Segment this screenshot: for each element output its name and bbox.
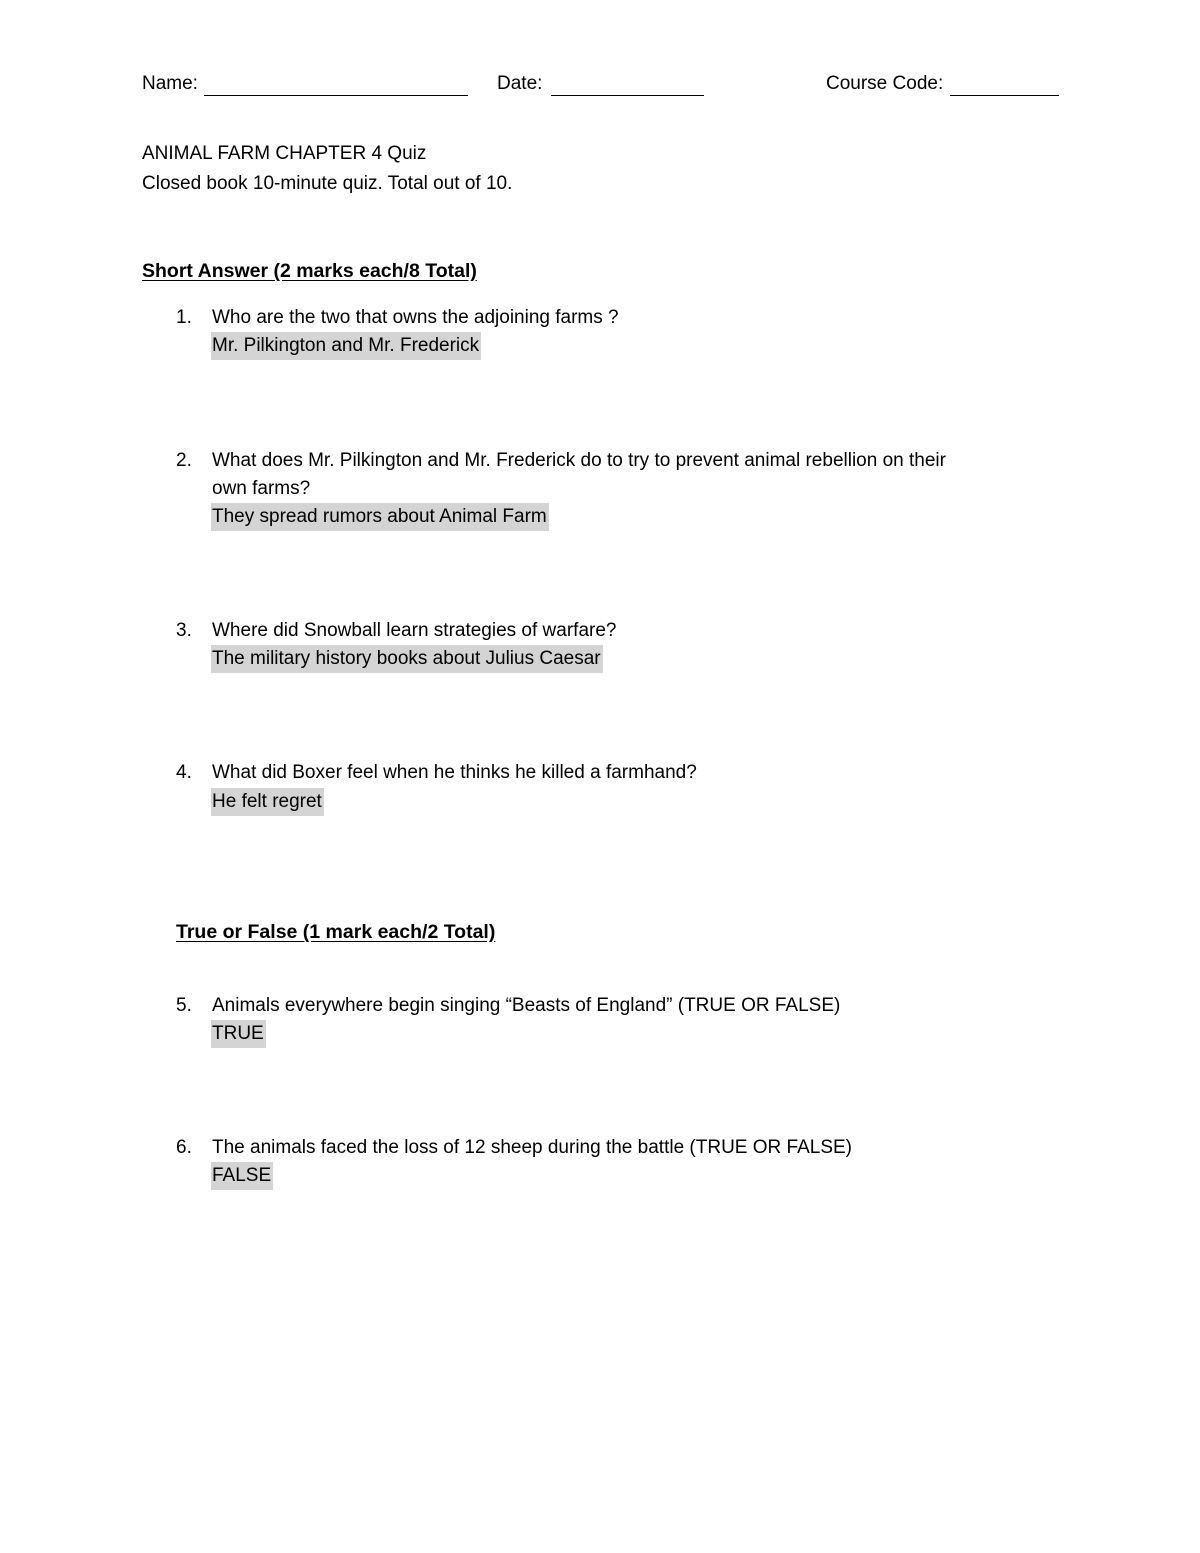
question-number: 3. — [176, 620, 192, 641]
date-field[interactable] — [497, 70, 704, 96]
course-code-label: Course Code: — [826, 73, 944, 94]
question-number: 1. — [176, 307, 192, 328]
question-text: The animals faced the loss of 12 sheep during the battle (TRUE OR FALSE) — [212, 1137, 852, 1158]
course-code-field[interactable] — [826, 70, 1059, 96]
name-label: Name: — [142, 73, 198, 94]
question-text: Animals everywhere begin singing “Beasts of England” (TRUE OR FALSE) — [212, 995, 841, 1016]
date-input-line[interactable] — [551, 95, 704, 96]
question-text: What did Boxer feel when he thinks he killed a farmhand? — [212, 762, 697, 783]
quiz-instructions: Closed book 10-minute quiz. Total out of 10. — [142, 173, 513, 194]
short-answer-heading: Short Answer (2 marks each/8 Total) — [142, 260, 477, 282]
name-input-line[interactable] — [204, 95, 468, 96]
answer-text: TRUE — [211, 1020, 266, 1048]
true-false-heading: True or False (1 mark each/2 Total) — [176, 921, 496, 943]
question-text: Where did Snowball learn strategies of warfare? — [212, 620, 617, 641]
question-number: 6. — [176, 1137, 192, 1158]
question-number: 4. — [176, 762, 192, 783]
question-number: 5. — [176, 995, 192, 1016]
question-text-line-1: What does Mr. Pilkington and Mr. Frederick do to try to prevent animal rebellion on their — [212, 450, 946, 471]
answer-text: They spread rumors about Animal Farm — [211, 503, 549, 531]
course-code-input-line[interactable] — [950, 95, 1059, 96]
answer-text: Mr. Pilkington and Mr. Frederick — [211, 332, 481, 360]
question-text-line-2: own farms? — [212, 478, 311, 499]
question-number: 2. — [176, 450, 192, 471]
name-field[interactable] — [142, 70, 468, 96]
date-label: Date: — [497, 73, 543, 94]
answer-text: FALSE — [211, 1162, 273, 1190]
answer-text: The military history books about Julius Caesar — [211, 645, 603, 673]
answer-text: He felt regret — [211, 788, 324, 816]
quiz-title: ANIMAL FARM CHAPTER 4 Quiz — [142, 143, 427, 164]
question-text: Who are the two that owns the adjoining farms ? — [212, 307, 619, 328]
